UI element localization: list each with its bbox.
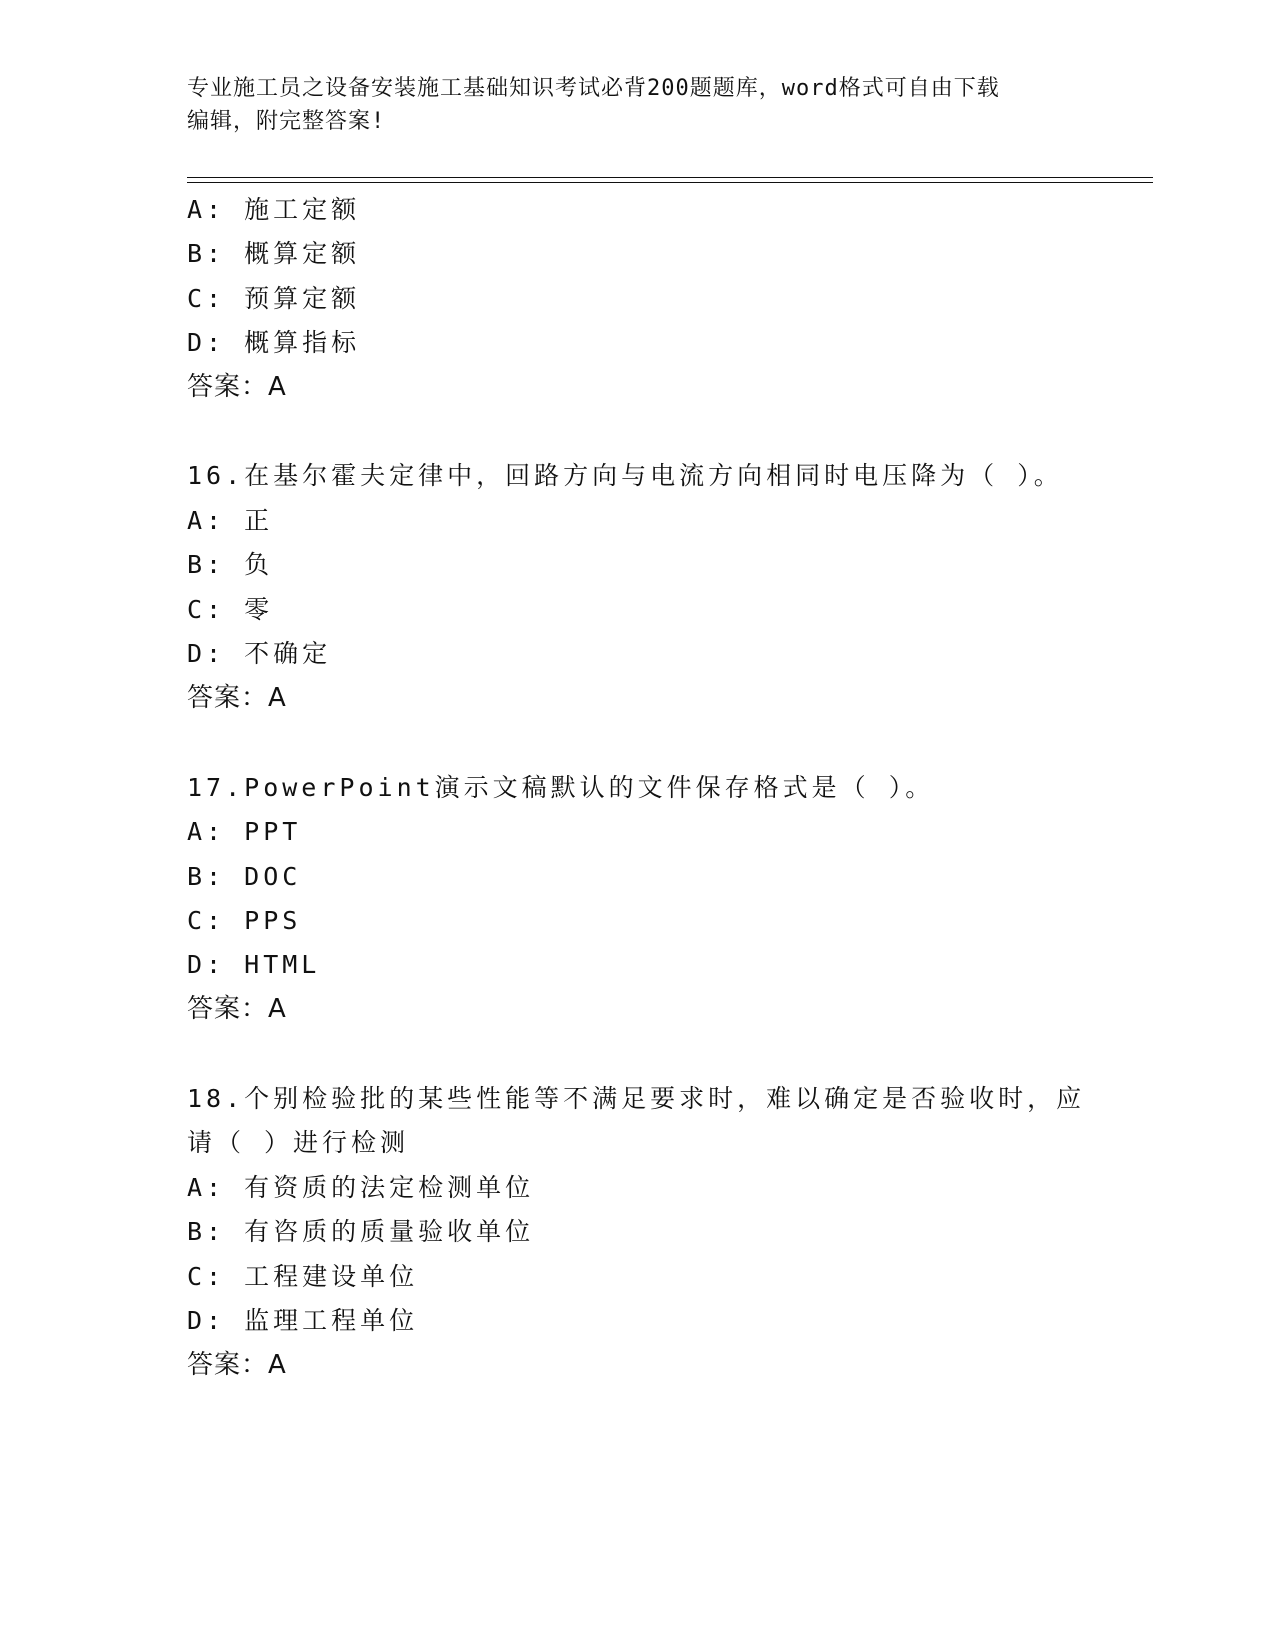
q15-option-c: C: 预算定额 — [187, 284, 361, 313]
q16-option-c: C: 零 — [187, 595, 274, 624]
q16-option-b: B: 负 — [187, 550, 274, 579]
header-line-2: 编辑，附完整答案! — [187, 109, 386, 134]
header-divider-bottom — [187, 182, 1153, 183]
q18-answer: 答案：A — [187, 1350, 287, 1380]
q15-option-d: D: 概算指标 — [187, 328, 361, 357]
q15-option-a: A: 施工定额 — [187, 195, 361, 224]
header-divider-top — [187, 177, 1153, 178]
q18-option-b: B: 有咨质的质量验收单位 — [187, 1217, 535, 1246]
q15-option-b: B: 概算定额 — [187, 239, 361, 268]
header-line-1: 专业施工员之设备安装施工基础知识考试必背200题题库，word格式可自由下载 — [187, 76, 1000, 101]
q18-question-line-1: 18.个别检验批的某些性能等不满足要求时，难以确定是否验收时，应 — [187, 1084, 1086, 1113]
document-header — [187, 72, 1087, 138]
q17-answer: 答案：A — [187, 994, 287, 1024]
q17-option-b: B: DOC — [187, 862, 302, 891]
q16-answer: 答案：A — [187, 683, 287, 713]
q18-question-line-2: 请（ ）进行检测 — [187, 1128, 410, 1157]
q17-option-a: A: PPT — [187, 817, 302, 846]
q17-question: 17.PowerPoint演示文稿默认的文件保存格式是（ ）。 — [187, 773, 935, 802]
q16-option-a: A: 正 — [187, 506, 274, 535]
q15-answer: 答案：A — [187, 372, 287, 402]
q18-option-d: D: 监理工程单位 — [187, 1306, 419, 1335]
q16-option-d: D: 不确定 — [187, 639, 332, 668]
q16-question: 16.在基尔霍夫定律中，回路方向与电流方向相同时电压降为（ ）。 — [187, 461, 1063, 490]
q18-option-a: A: 有资质的法定检测单位 — [187, 1173, 535, 1202]
q17-option-c: C: PPS — [187, 906, 302, 935]
q17-option-d: D: HTML — [187, 950, 321, 979]
q18-option-c: C: 工程建设单位 — [187, 1262, 419, 1291]
